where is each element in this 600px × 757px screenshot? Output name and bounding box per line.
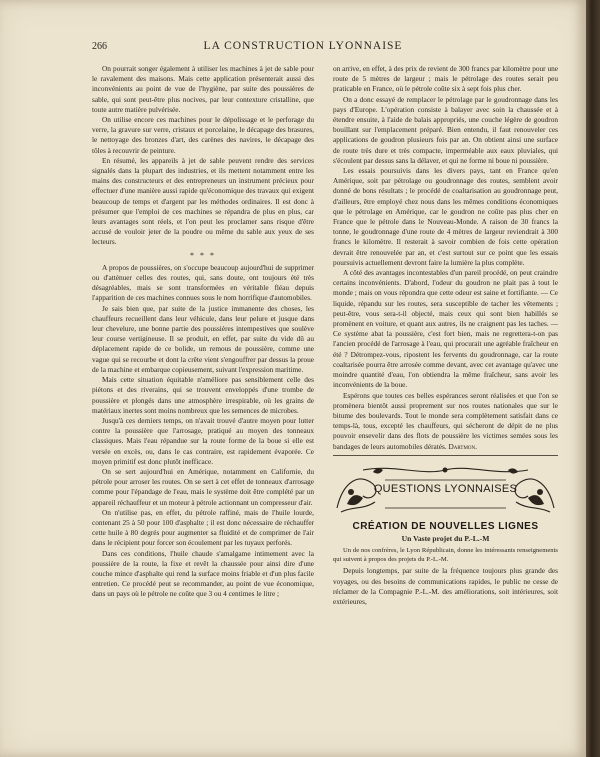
paragraph: on arrive, en effet, à des prix de revient de 300 francs par kilomètre pour une route de 5 mètres de largeur ; mais le pétrolage des routes serait peu praticable en France, où le pétrole coûte six à sept fois plus cher. bbox=[333, 64, 558, 94]
paragraph: Les essais poursuivis dans les divers pays, tant en France qu'en Amérique, soit par pétrolage ou goudronnage des routes, semblent avoir donné de bons résultats ; le procédé de coaltarisation au goudronnage peut, d'ailleurs, être employé chez nous dans les mêmes conditions économiques que le pétrolage en Amérique, car le goudron ne coûte pas plus cher en France que le pétrole dans le Nouveau-Monde. A raison de 30 francs la tonne, le goudronnage d'une route de 4 mètres de largeur reviendrait à 300 francs le kilomètre. Il resterait à savoir combien de fois cette opération devrait être renouvelée par an, et c'est surtout sur ce point que les essais poursuivis actuellement devront faire la lumière la plus complète. bbox=[333, 166, 558, 267]
author-signature: Dartmon. bbox=[448, 441, 477, 451]
paragraph: En résumé, les appareils à jet de sable peuvent rendre des services signalés dans la plupart des industries, et ils mettent notamment entre les mains des constructeurs et des entrepreneurs un instrument précieux pour effectuer d'une manière aussi rapide qu'économique des travaux qui exigent beaucoup de temps et d'argent par les méthodes ordinaires. Il est donc à présumer que l'emploi de ces machines se répandra de plus en plus, car leurs avantages sont réels, et l'on peut les proclamer sans risque d'être accusé de vouloir jeter de la poudre ou même du sable aux yeux de ses lecteurs. bbox=[92, 155, 314, 247]
article-intro: Un de nos confrères, le Lyon Républicain, donne les intéressants renseignements qui suivent à propos des projets du P.-L.-M. bbox=[333, 547, 558, 563]
section-divider bbox=[333, 455, 558, 456]
paragraph: A côté des avantages incontestables d'un pareil procédé, on peut craindre certains inconvénients. D'abord, l'odeur du goudron ne plait pas à tout le monde ; mais on vous répondra que cette odeur est saine et fortifiante. — Ce liquide, répandu sur les routes, sera susceptible de tacher les vêtements ; peut-être, vous sera-t-il objecté, mais ceux qui sont bien habillés se promènent en voiture, et quant aux autres, ils ne craignent pas les taches. — Ce système abat la poussière, c'est fort bien, mais ne regrettera-t-on pas l'ancien procédé de l'arrosage à l'eau, qui procurait une agréable fraîcheur en été ? Détrompez-vous, ripostent les fervents du goudronnage, car la route coaltarisée pourra être arrosée comme devant, avec cet avantage qu'avec une moindre quantité d'eau, l'on obtiendra la même fraîcheur, sans avoir les inconvénients de la boue. bbox=[333, 268, 558, 390]
banner-title: QUESTIONS LYONNAISES bbox=[373, 482, 518, 495]
paragraph: A propos de poussières, on s'occupe beaucoup aujourd'hui de supprimer ou d'atténuer celles des routes, qui, sans doute, ont toujours été très désagréables, mais se sont transformées en véritable fléau depuis l'apparition de ces machines connues sous le nom horrifique d'automobiles. bbox=[92, 262, 314, 303]
article-headline: CRÉATION DE NOUVELLES LIGNES bbox=[352, 520, 539, 532]
paragraph-text: Espérons que toutes ces belles espérances seront réalisées et que l'on se promènera bientôt aussi proprement sur nos routes nationales que sur le bitume des boulevards. Tout le monde sera complètement satisfait dans ce temps-là, tous, excepté les chauffeurs, qui sécheront de dépit de ne plus pouvoir ensevelir dans des flots de poussière les victimes semées sous les bandages de leurs automobiles dératés. bbox=[333, 390, 558, 451]
paragraph: Jusqu'à ces derniers temps, on n'avait trouvé d'autre moyen pour lutter contre la poussière que l'arrosage, pratiqué au moyen des tonneaux classiques. Mais l'eau répandue sur la route forme de la boue si elle est versée en excès, ou, dans le cas contraire, est rapidement évaporée. Ce moyen primitif est donc plutôt inefficace. bbox=[92, 415, 314, 466]
paragraph: On pourrait songer également à utiliser les machines à jet de sable pour le ravalement des maisons. Mais cette application présenterait aussi des inconvénients au point de vue de l'hygiène, par suite des poussières de sable, qui sont peut-être plus nocives, par leur contexture cristalline, que toute autre matière pulvérisée. bbox=[92, 64, 314, 114]
paragraph: Je sais bien que, par suite de la justice immanente des choses, les chauffeurs recueillent dans leur véhicule, dans leur pelure et jusque dans leur chevelure, une bonne partie des poussières intempestives que soulève leur course vertigineuse. Il se produit, en effet, par suite du vide dû au déplacement rapide de ce bolide, un remous de poussière, comme une vague qui se recourbe et dont la crête vient s'engouffrer par dessus la proue de la machine et embarque copieusement, suivant l'expression maritime. bbox=[92, 303, 314, 374]
paragraph: Depuis longtemps, par suite de la fréquence toujours plus grande des voyages, ou des besoins de communications rapides, le public ne cesse de réclamer de la Compagnie P.-L.-M. des améliorations, soit intérieures, soit extérieures, bbox=[333, 566, 558, 606]
paragraph: On utilise encore ces machines pour le dépolissage et le perforage du verre, la gravure sur verre, cristaux et porcelaine, le décapage des brasures, le nettoyage des bronzes d'art, des carènes des navires, le décapage des tôles à recouvrir de peinture. bbox=[92, 115, 314, 155]
page-number: 266 bbox=[92, 41, 107, 52]
section-separator-stars: * * * bbox=[190, 250, 216, 260]
paragraph: On n'utilise pas, en effet, du pétrole raffiné, mais de l'huile lourde, contenant 25 à 50 pour 100 d'asphalte ; il est donc nécessaire de réchauffer cette huile à 80 degrés pour augmenter sa fluidité et de comprimer de l'air dans le récipient pour forcer son écoulement par les tuyaux perforés. bbox=[92, 507, 314, 548]
book-spine bbox=[586, 0, 600, 757]
left-column bbox=[92, 64, 314, 600]
running-title: LA CONSTRUCTION LYONNAISE bbox=[203, 40, 403, 52]
paragraph: Mais cette situation équitable n'améliore pas sensiblement celle des piétons et des riverains, qui se trouvent enveloppés d'une trombe de poussière et plongés dans une atmosphère irrespirable, où les grains de matériaux inertes sont moins nombreux que les semences de microbes. bbox=[92, 375, 314, 415]
ornamental-banner bbox=[333, 462, 558, 518]
paragraph: On se sert aujourd'hui en Amérique, notamment en Californie, du pétrole pour arroser les routes. On se sert à cet effet de tonneaux d'arrosage comme pour l'épandage de l'eau, mais le système doit être complété par un appareil réchauffeur et un moteur à pétrole actionnant un compresseur d'air. bbox=[92, 466, 314, 507]
article-subheadline: Un Vaste projet du P.-L.-M bbox=[401, 533, 490, 543]
right-column bbox=[333, 64, 558, 607]
paragraph: On a donc essayé de remplacer le pétrolage par le goudronnage dans les pays d'Europe. L'opération consiste à balayer avec soin la chaussée et à étendre ensuite, à l'aide de balais appropriés, une couche légère de goudron bouillant sur l'emplacement préparé. Bien entendu, il faut renouveler ces applications de goudron plusieurs fois par an. On obtient ainsi une surface de route très dure et très compacte, imperméable aux eaux pluviales, qui s'écoulent par dessus sans la délaver, et qui ne forme ni boue ni poussière. bbox=[333, 94, 558, 165]
paragraph bbox=[333, 391, 558, 452]
paragraph: Dans ces conditions, l'huile chaude s'amalgame intimement avec la poussière de la route, la fixe et revêt la chaussée pour ainsi dire d'une couche mince d'asphalte qui rend la surface moins friable et d'un plus facile entretien. Ce procédé peut se recommander, au point de vue économique, dans un pays où le pétrole ne coûte que 3 ou 4 centimes le litre ; bbox=[92, 548, 314, 599]
